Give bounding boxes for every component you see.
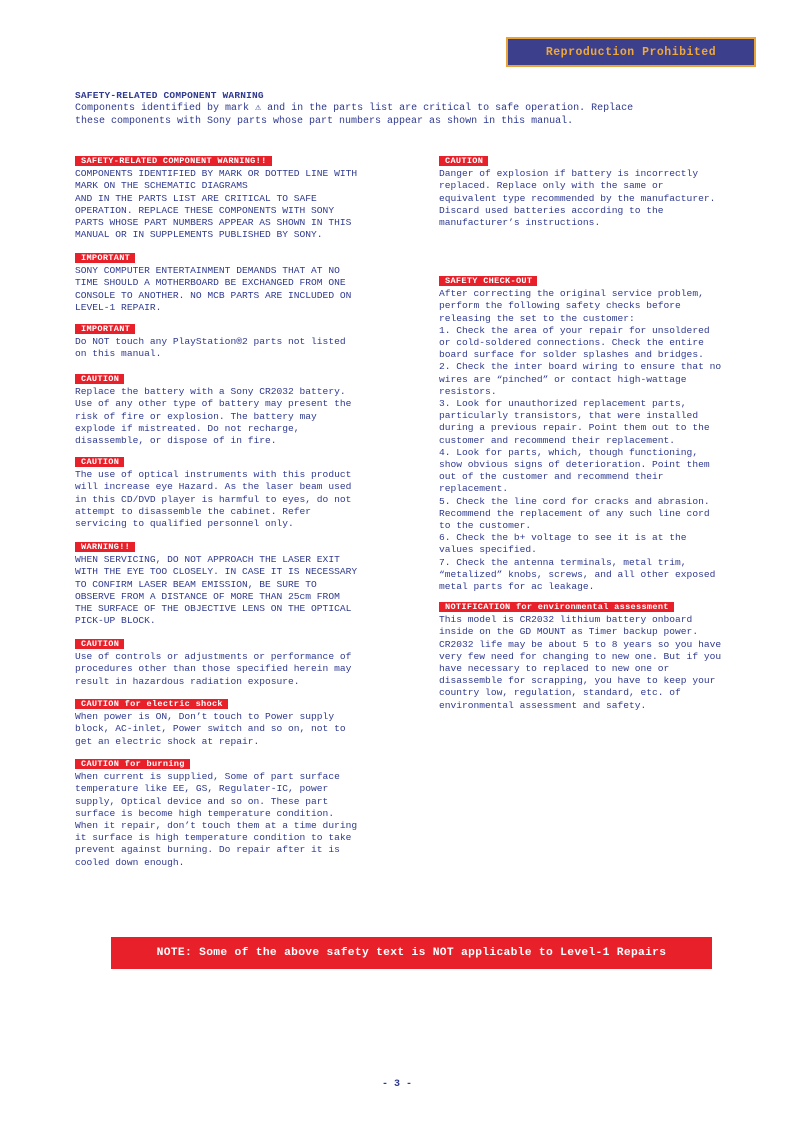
- reproduction-prohibited-badge: Reproduction Prohibited: [506, 37, 756, 67]
- section-important-motherboard: [75, 252, 400, 314]
- section-caution-explosion: [439, 155, 759, 229]
- section-caution-burning: [75, 758, 400, 869]
- section-label: NOTIFICATION for environmental assessment: [439, 602, 674, 612]
- section-label: CAUTION for burning: [75, 759, 190, 769]
- section-text: This model is CR2032 lithium battery onboard inside on the GD MOUNT as Timer backup power. CR2032 life may be about 5 to 8 years so you have very few need for changing to new one. But if you have necessary to replaced to new one or disassemble for scrapping, you have to keep your country low, regulation, standard, etc. of environmental assessment and safety.: [439, 614, 722, 711]
- section-safety-check-out: [439, 275, 759, 593]
- section-label: CAUTION: [75, 457, 124, 467]
- section-caution-optical: [75, 456, 400, 530]
- intro-text: [75, 102, 735, 128]
- intro-line1-pre: Components identified by mark: [75, 103, 256, 114]
- section-text: WHEN SERVICING, DO NOT APPROACH THE LASER EXIT WITH THE EYE TOO CLOSELY. IN CASE IT IS NECESSARY TO CONFIRM LASER BEAM EMISSION, BE SURE TO OBSERVE FROM A DISTANCE OF MORE THAN 25cm FROM THE SURFACE OF THE OBJECTIVE LENS ON THE OPTICAL PICK-UP BLOCK.: [75, 554, 358, 627]
- section-text: The use of optical instruments with this product will increase eye Hazard. As the laser beam used in this CD/DVD player is harmful to eyes, do not attempt to disassemble the cabinet. Refer servicing to qualified personnel only.: [75, 469, 352, 530]
- section-label: SAFETY CHECK-OUT: [439, 276, 537, 286]
- section-label: CAUTION: [439, 156, 488, 166]
- intro-line2: these components with Sony parts whose part numbers appear as shown in this manual.: [75, 116, 574, 127]
- section-label: CAUTION: [75, 374, 124, 384]
- section-warning-laser: [75, 541, 400, 627]
- section-important-parts: [75, 323, 400, 361]
- section-label: IMPORTANT: [75, 324, 135, 334]
- section-caution-battery: [75, 373, 400, 447]
- intro-title: SAFETY-RELATED COMPONENT WARNING: [75, 90, 264, 101]
- section-safety-warning: [75, 155, 400, 241]
- warning-triangle-icon: ⚠: [255, 103, 262, 114]
- section-label: CAUTION for electric shock: [75, 699, 228, 709]
- section-text: Danger of explosion if battery is incorrectly replaced. Replace only with the same or equivalent type recommended by the manufacturer. Discard used batteries according to the manufacturer’s instructions.: [439, 168, 716, 229]
- section-label: IMPORTANT: [75, 253, 135, 263]
- intro-line1-post: and in the parts list are critical to safe operation. Replace: [261, 103, 634, 114]
- section-text: When power is ON, Don’t touch to Power supply block, AC-inlet, Power switch and so on, not to get an electric shock at repair.: [75, 711, 346, 747]
- section-environmental-notification: [439, 601, 759, 712]
- page-number: - 3 -: [381, 1079, 412, 1090]
- section-caution-controls: [75, 638, 400, 688]
- section-text: Use of controls or adjustments or performance of procedures other than those specified herein may result in hazardous radiation exposure.: [75, 651, 352, 687]
- section-label: CAUTION: [75, 639, 124, 649]
- section-caution-electric-shock: [75, 698, 400, 748]
- section-label: WARNING!!: [75, 542, 135, 552]
- section-text: Do NOT touch any PlayStation®2 parts not listed on this manual.: [75, 336, 346, 360]
- section-text: SONY COMPUTER ENTERTAINMENT DEMANDS THAT AT NO TIME SHOULD A MOTHERBOARD BE EXCHANGED FROM ONE CONSOLE TO ANOTHER. NO MCB PARTS ARE INCLUDED ON LEVEL-1 REPAIR.: [75, 265, 352, 313]
- level1-note-banner: NOTE: Some of the above safety text is NOT applicable to Level-1 Repairs: [111, 937, 712, 969]
- section-label: SAFETY-RELATED COMPONENT WARNING!!: [75, 156, 272, 166]
- section-text: Replace the battery with a Sony CR2032 battery. Use of any other type of battery may present the risk of fire or explosion. The battery may explode if mistreated. Do not recharge, disassemble, or dispose of in fire.: [75, 386, 352, 447]
- intro-warning: [75, 89, 735, 128]
- section-text: After correcting the original service problem, perform the following safety checks before releasing the set to the customer: 1. Check the area of your repair for unsoldered or cold-soldered connections. Check the entire board surface for solder splashes and bridges. 2. Check the inter board wiring to ensure that no wires are “pinched” or contact high-wattage resistors. 3. Look for unauthorized replacement parts, particularly transistors, that were installed during a previous repair. Point them out to the customer and recommend their replacement. 4. Look for parts, which, though functioning, show obvious signs of deterioration. Point them out of the customer and recommend their replacement. 5. Check the line cord for cracks and abrasion. Recommend the replacement of any such line cord to the customer. 6. Check the b+ voltage to see it is at the values specified. 7. Check the antenna terminals, metal trim, “metalized” knobs, screws, and all other exposed metal parts for ac leakage.: [439, 288, 722, 593]
- section-text: COMPONENTS IDENTIFIED BY MARK OR DOTTED LINE WITH MARK ON THE SCHEMATIC DIAGRAMS AND IN THE PARTS LIST ARE CRITICAL TO SAFE OPERATION. REPLACE THESE COMPONENTS WITH SONY PARTS WHOSE PART NUMBERS APPEAR AS SHOWN IN THIS MANUAL OR IN SUPPLEMENTS PUBLISHED BY SONY.: [75, 168, 358, 241]
- section-text: When current is supplied, Some of part surface temperature like EE, GS, Regulater-IC, power supply, Optical device and so on. These part surface is become high temperature condition. When it repair, don’t touch them at a time during it surface is high temperature condition to take prevent against burning. Do repair after it is cooled down enough.: [75, 771, 358, 868]
